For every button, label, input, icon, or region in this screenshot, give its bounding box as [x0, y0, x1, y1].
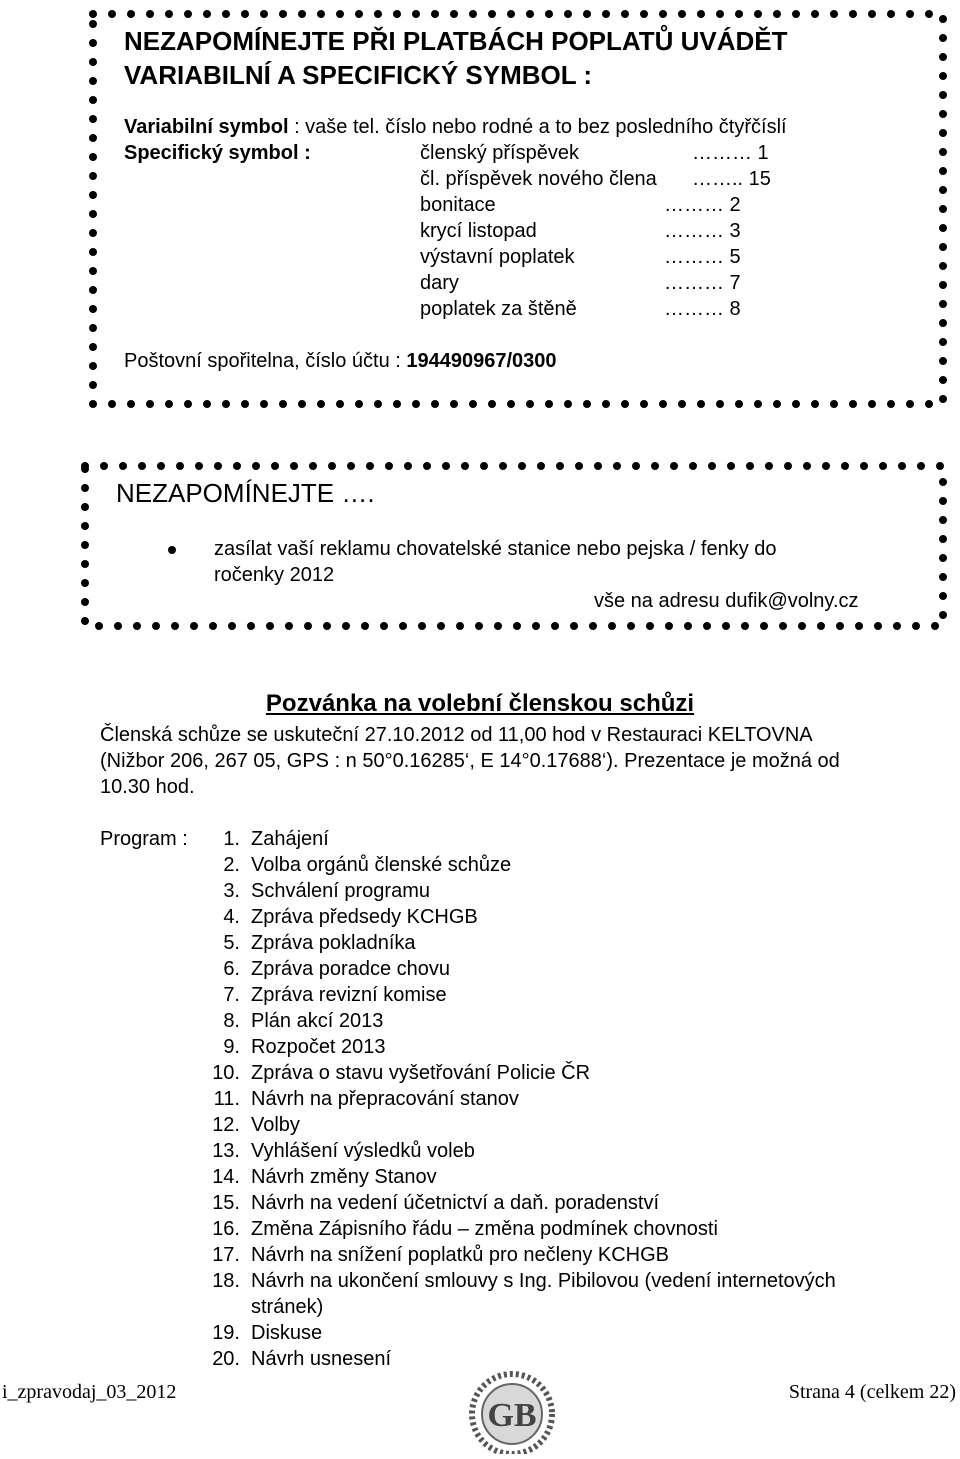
- footer-page-number: Strana 4 (celkem 22): [788, 1381, 956, 1403]
- program-item-text: Plán akcí 2013: [251, 1010, 384, 1032]
- program-item-text: Schválení programu: [251, 880, 430, 902]
- fee-name: krycí listopad: [420, 220, 537, 242]
- program-item-text: Zpráva poradce chovu: [251, 958, 451, 980]
- program-item-number: 16.: [212, 1218, 240, 1240]
- program-item-number: 17.: [212, 1244, 240, 1266]
- program-item-text: Zahájení: [251, 828, 329, 850]
- program-item-text: Návrh na přepracování stanov: [251, 1088, 519, 1110]
- reminder-title: NEZAPOMÍNEJTE ….: [116, 478, 375, 508]
- variable-symbol-label: Variabilní symbol: [124, 116, 289, 138]
- reminder-text-line1: zasílat vaší reklamu chovatelské stanice nebo pejska / fenky do: [214, 538, 777, 560]
- invitation-title: Pozvánka na volební členskou schůzi: [265, 690, 695, 717]
- program-item-text: Návrh na ukončení smlouvy s Ing. Pibilovou (vedení internetových: [251, 1270, 836, 1292]
- program-item-number: 3.: [223, 880, 240, 902]
- program-item-number: 19.: [212, 1322, 240, 1344]
- fee-name: dary: [420, 272, 459, 294]
- program-item-number: 8.: [223, 1010, 240, 1032]
- program-item-text: Návrh usnesení: [251, 1348, 392, 1370]
- account-line: [124, 348, 557, 374]
- specific-symbol-label: Specifický symbol :: [124, 142, 311, 164]
- account-number: 194490967/0300: [406, 350, 557, 372]
- program-item-text-continued: stránek): [251, 1296, 324, 1318]
- svg-text:GB: GB: [487, 1397, 537, 1434]
- program-item-text: Návrh změny Stanov: [251, 1166, 437, 1188]
- program-item-text: Vyhlášení výsledků voleb: [251, 1140, 475, 1162]
- fee-name: čl. příspěvek nového člena: [420, 168, 657, 190]
- program-item-number: 10.: [212, 1062, 240, 1084]
- fee-code: ……… 1: [692, 142, 769, 164]
- invitation-line1: Členská schůze se uskuteční 27.10.2012 od 11,00 hod v Restauraci KELTOVNA: [100, 724, 813, 746]
- footer-issue: i_zpravodaj_03_2012: [2, 1381, 177, 1403]
- fee-code: …….. 15: [692, 168, 771, 190]
- reminder-box: [78, 460, 950, 632]
- reminder-address: vše na adresu dufik@volny.cz: [594, 590, 859, 612]
- invitation-line2: (Nižbor 206, 267 05, GPS : n 50°0.16285‘, E 14°0.17688‘). Prezentace je možná od: [100, 750, 840, 772]
- program-item-text: Diskuse: [251, 1322, 323, 1344]
- program-label: Program :: [100, 828, 188, 850]
- program-item-text: Volba orgánů členské schůze: [251, 854, 512, 876]
- payment-info-box: [86, 8, 950, 410]
- fee-name: bonitace: [420, 194, 496, 216]
- fee-name: výstavní poplatek: [420, 246, 575, 268]
- variable-symbol-text: : vaše tel. číslo nebo rodné a to bez posledního čtyřčíslí: [288, 116, 787, 138]
- program-item-number: 13.: [212, 1140, 240, 1162]
- fee-code: ……… 3: [664, 220, 741, 242]
- reminder-text-line2: ročenky 2012: [214, 564, 335, 586]
- bullet-icon: [168, 546, 176, 554]
- program-item-text: Volby: [251, 1114, 300, 1136]
- fee-code: ……… 5: [664, 246, 741, 268]
- invitation-line3: 10.30 hod.: [100, 776, 195, 798]
- variable-symbol-line: [124, 114, 787, 140]
- program-item-number: 20.: [212, 1348, 240, 1370]
- program-item-number: 6.: [223, 958, 240, 980]
- program-item-text: Návrh na snížení poplatků pro nečleny KCHGB: [251, 1244, 669, 1266]
- program-item-number: 9.: [223, 1036, 240, 1058]
- program-item-text: Rozpočet 2013: [251, 1036, 386, 1058]
- program-item-text: Zpráva revizní komise: [251, 984, 447, 1006]
- program-item-number: 15.: [212, 1192, 240, 1214]
- program-item-text: Zpráva pokladníka: [251, 932, 416, 954]
- logo-icon: [466, 1368, 558, 1454]
- payment-title-line2: VARIABILNÍ A SPECIFICKÝ SYMBOL :: [124, 60, 593, 90]
- payment-title-line1: NEZAPOMÍNEJTE PŘI PLATBÁCH POPLATŮ UVÁDĚT: [124, 26, 788, 56]
- program-item-number: 7.: [223, 984, 240, 1006]
- fee-code: ……… 2: [664, 194, 741, 216]
- program-item-text: Změna Zápisního řádu – změna podmínek chovnosti: [251, 1218, 718, 1240]
- program-item-number: 5.: [223, 932, 240, 954]
- program-item-text: Zpráva o stavu vyšetřování Policie ČR: [251, 1062, 591, 1084]
- program-item-number: 12.: [212, 1114, 240, 1136]
- fee-code: ……… 8: [664, 298, 741, 320]
- program-item-number: 4.: [223, 906, 240, 928]
- fee-code: ……… 7: [664, 272, 741, 294]
- fee-name: poplatek za štěně: [420, 298, 577, 320]
- program-item-text: Zpráva předsedy KCHGB: [251, 906, 478, 928]
- program-item-number: 11.: [213, 1088, 240, 1110]
- program-item-number: 2.: [223, 854, 240, 876]
- club-logo: [466, 1368, 558, 1454]
- program-item-text: Návrh na vedení účetnictví a daň. poradenství: [251, 1192, 660, 1214]
- program-item-number: 18.: [212, 1270, 240, 1292]
- fee-name: členský příspěvek: [420, 142, 579, 164]
- account-label: Poštovní spořitelna, číslo účtu :: [124, 350, 407, 372]
- program-item-number: 14.: [212, 1166, 240, 1188]
- program-item-number: 1.: [223, 828, 240, 850]
